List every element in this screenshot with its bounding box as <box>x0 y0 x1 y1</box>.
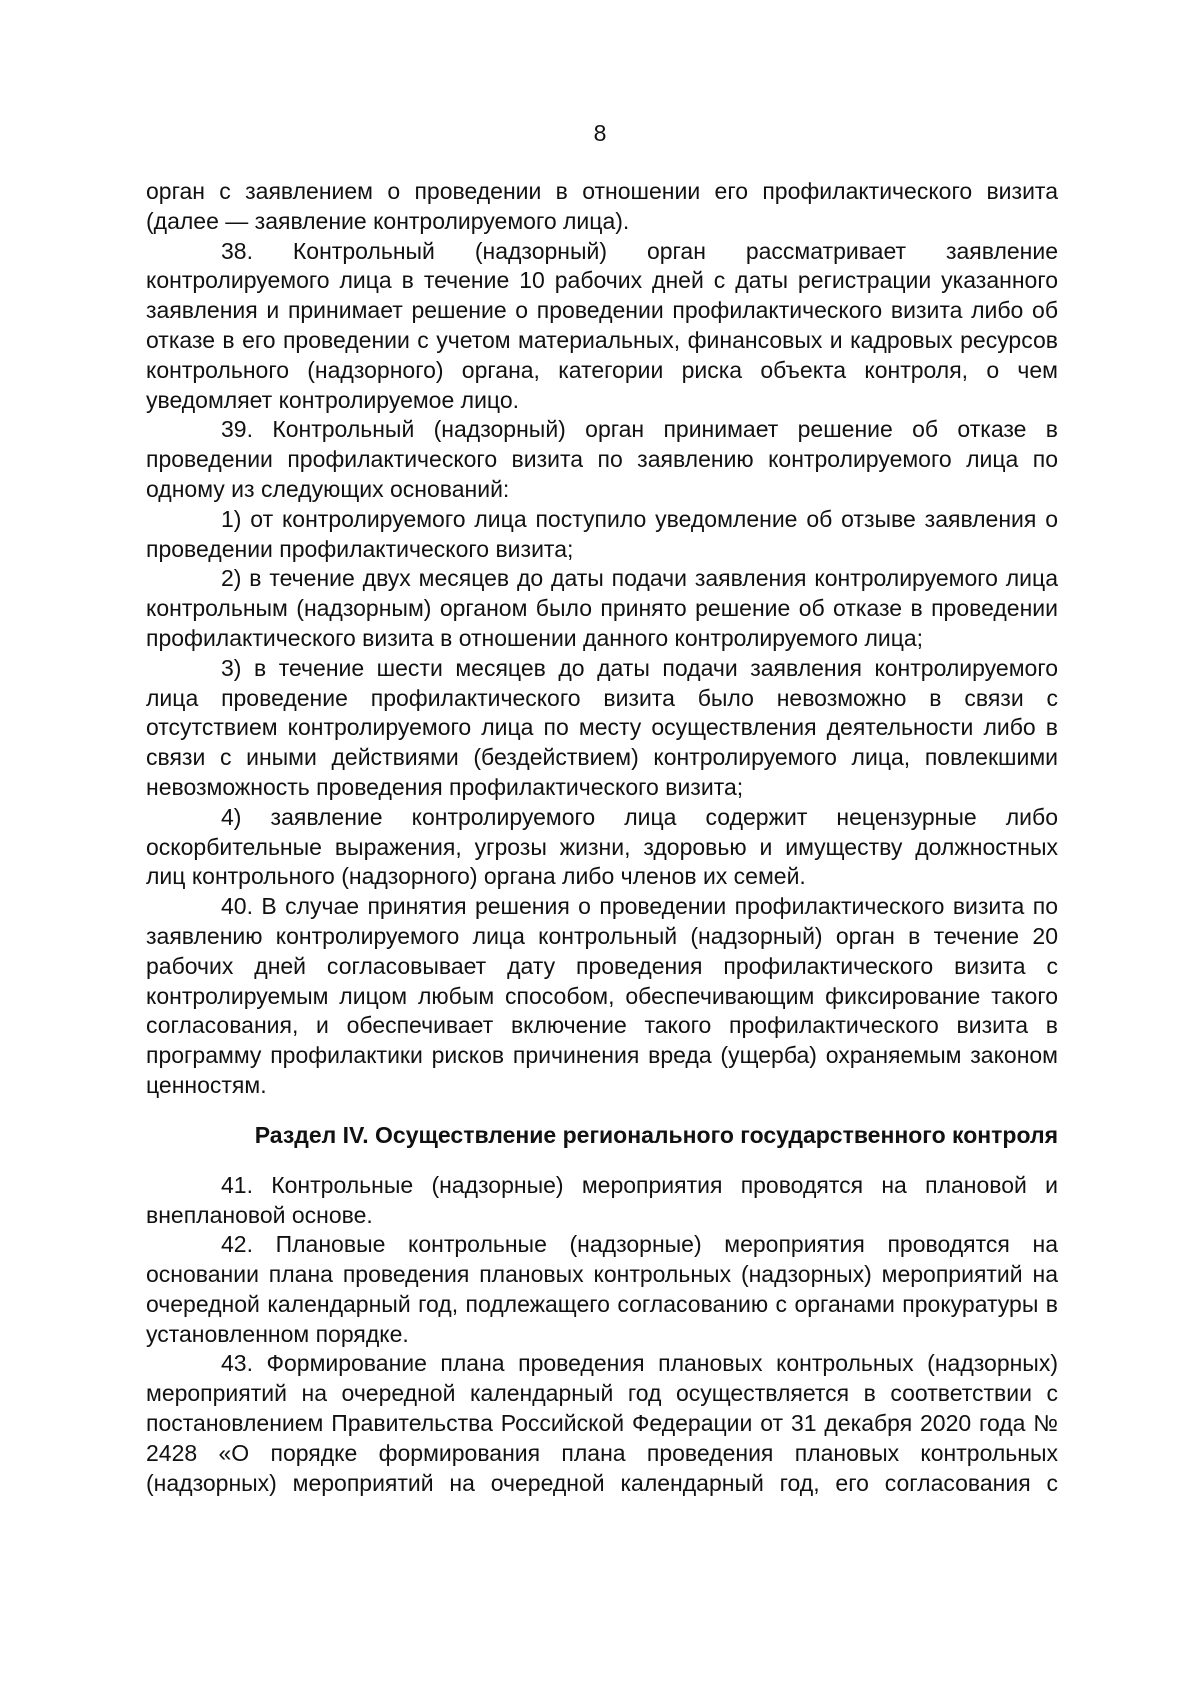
paragraph: 4) заявление контролируемого лица содержит нецензурные либо оскорбительные выражения, угрозы жизни, здоровью и имуществу должностных лиц контрольного (надзорного) органа либо членов их семей. <box>146 803 1058 890</box>
document-body <box>146 177 1058 1498</box>
paragraphs-before-section <box>146 177 1058 1101</box>
paragraph: 42. Плановые контрольные (надзорные) мероприятия проводятся на основании плана проведения плановых контрольных (надзорных) мероприятий на очередной календарный год, подлежащего согласованию с органами прокуратуры в установленном порядке. <box>146 1231 1058 1347</box>
paragraph: 40. В случае принятия решения о проведении профилактического визита по заявлению контролируемого лица контрольный (надзорный) орган в течение 20 рабочих дней согласовывает дату проведения профилактического визита с контролируемым лицом любым способом, обеспечивающим фиксирование такого согласования, и обеспечивает включение такого профилактического визита в программу профилактики рисков причинения вреда (ущерба) охраняемым законом ценностям. <box>146 893 1058 1098</box>
paragraph: орган с заявлением о проведении в отношении его профилактического визита (далее — заявление контролируемого лица). <box>146 178 1058 234</box>
paragraph: 2) в течение двух месяцев до даты подачи заявления контролируемого лица контрольным (надзорным) органом было принято решение об отказе в проведении профилактического визита в отношении данного контролируемого лица; <box>146 565 1058 651</box>
paragraph: 39. Контрольный (надзорный) орган принимает решение об отказе в проведении профилактического визита по заявлению контролируемого лица по одному из следующих оснований: <box>146 416 1058 502</box>
paragraphs-after-section <box>146 1171 1058 1499</box>
paragraph: 43. Формирование плана проведения плановых контрольных (надзорных) мероприятий на очередной календарный год осуществляется в соответствии с постановлением Правительства Российской Федерации от 31 декабря 2020 года № 2428 «О порядке формирования плана проведения плановых контрольных (надзорных) мероприятий на очередной календарный год, его согласования с <box>146 1350 1058 1496</box>
section-heading: Раздел IV. Осуществление регионального государственного контроля <box>254 1121 1058 1148</box>
page-number: 8 <box>593 120 607 146</box>
paragraph: 38. Контрольный (надзорный) орган рассматривает заявление контролируемого лица в течение 10 рабочих дней с даты регистрации указанного заявления и принимает решение о проведении профилактического визита либо об отказе в его проведении с учетом материальных, финансовых и кадровых ресурсов контрольного (надзорного) органа, категории риска объекта контроля, о чем уведомляет контролируемое лицо. <box>146 237 1058 413</box>
paragraph: 1) от контролируемого лица поступило уведомление об отзыве заявления о проведении профилактического визита; <box>146 505 1058 562</box>
paragraph: 3) в течение шести месяцев до даты подачи заявления контролируемого лица проведение профилактического визита было невозможно в связи с отсутствием контролируемого лица по месту осуществления деятельности либо в связи с иными действиями (бездействием) контролируемого лица, повлекшими невозможность проведения профилактического визита; <box>146 654 1058 800</box>
paragraph: 41. Контрольные (надзорные) мероприятия проводятся на плановой и внеплановой основе. <box>146 1171 1058 1228</box>
